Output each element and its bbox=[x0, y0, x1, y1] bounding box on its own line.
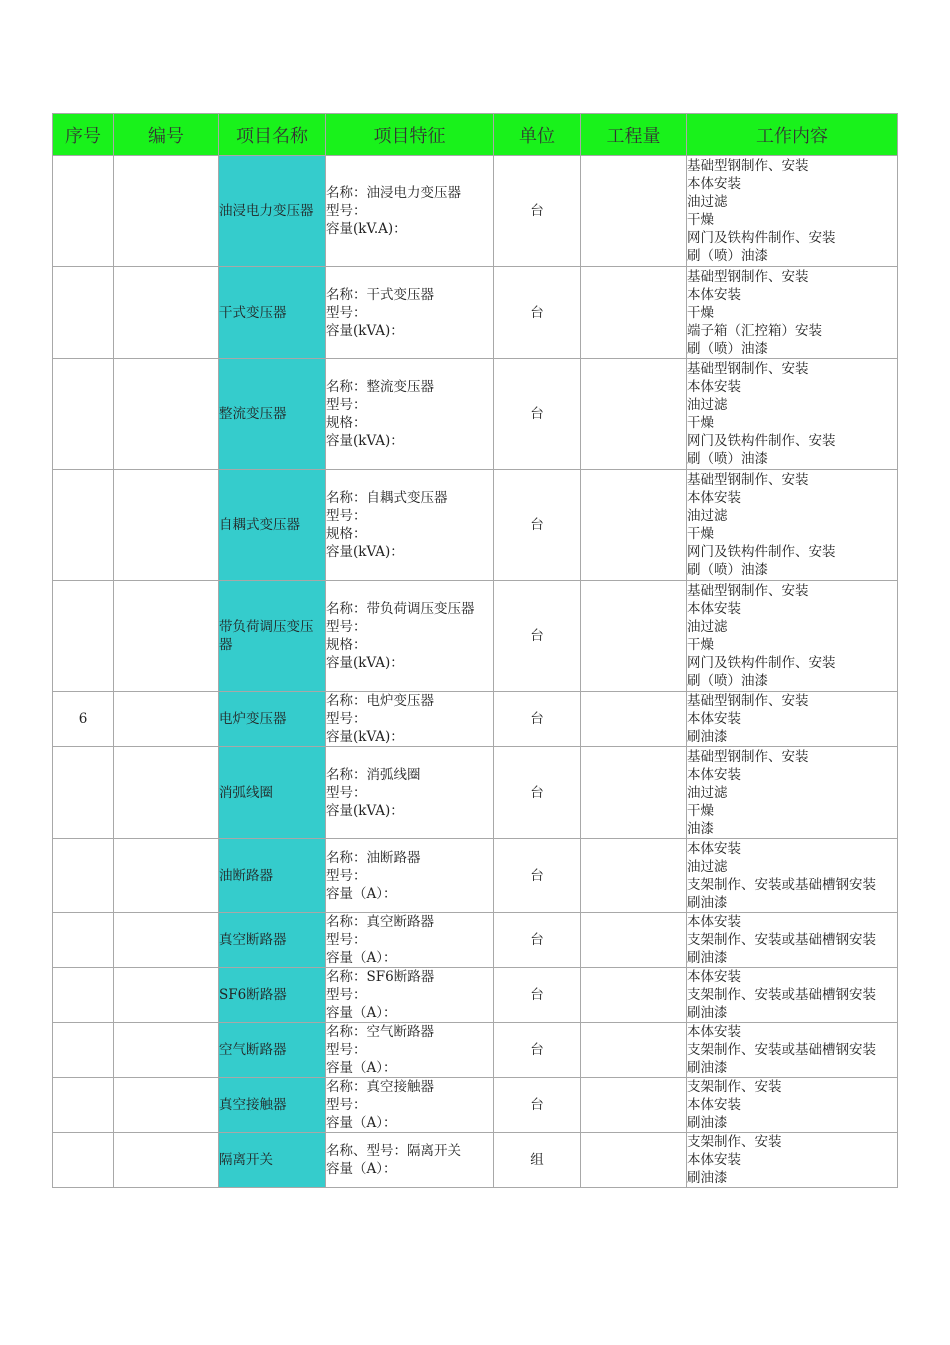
unit-cell: 台 bbox=[494, 470, 581, 581]
serial-no-cell bbox=[53, 1078, 114, 1133]
quantity-cell bbox=[581, 839, 687, 913]
item-name-cell: 带负荷调压变压器 bbox=[219, 581, 326, 692]
table-row bbox=[53, 1023, 898, 1078]
header-serial-no: 序号 bbox=[53, 114, 114, 156]
unit-cell: 台 bbox=[494, 1023, 581, 1078]
item-name-cell: 自耦式变压器 bbox=[219, 470, 326, 581]
item-features-cell: 名称：空气断路器 型号： 容量（A）： bbox=[326, 1023, 494, 1078]
work-content-cell: 基础型钢制作、安装 本体安装 刷油漆 bbox=[687, 692, 898, 747]
table-row bbox=[53, 470, 898, 581]
work-content-cell: 基础型钢制作、安装 本体安装 干燥 端子箱（汇控箱）安装 刷（喷）油漆 bbox=[687, 267, 898, 359]
work-content-cell: 支架制作、安装 本体安装 刷油漆 bbox=[687, 1078, 898, 1133]
serial-no-cell bbox=[53, 156, 114, 267]
item-name-cell: 空气断路器 bbox=[219, 1023, 326, 1078]
unit-cell: 台 bbox=[494, 692, 581, 747]
code-cell bbox=[114, 1023, 219, 1078]
unit-cell: 台 bbox=[494, 913, 581, 968]
item-name-cell: 整流变压器 bbox=[219, 359, 326, 470]
work-content-cell: 支架制作、安装 本体安装 刷油漆 bbox=[687, 1133, 898, 1188]
item-name-cell: 真空接触器 bbox=[219, 1078, 326, 1133]
table-row bbox=[53, 359, 898, 470]
quantity-cell bbox=[581, 581, 687, 692]
unit-cell: 台 bbox=[494, 156, 581, 267]
item-name-cell: 消弧线圈 bbox=[219, 747, 326, 839]
work-content-cell: 基础型钢制作、安装 本体安装 油过滤 干燥 网门及铁构件制作、安装 刷（喷）油漆 bbox=[687, 156, 898, 267]
table-row bbox=[53, 968, 898, 1023]
quantity-cell bbox=[581, 470, 687, 581]
quantity-cell bbox=[581, 359, 687, 470]
table-row bbox=[53, 156, 898, 267]
serial-no-cell bbox=[53, 839, 114, 913]
table-row bbox=[53, 581, 898, 692]
quantity-cell bbox=[581, 267, 687, 359]
code-cell bbox=[114, 692, 219, 747]
quantity-cell bbox=[581, 1133, 687, 1188]
unit-cell: 台 bbox=[494, 747, 581, 839]
table-row bbox=[53, 1133, 898, 1188]
item-features-cell: 名称：油断路器 型号： 容量（A）： bbox=[326, 839, 494, 913]
serial-no-cell: 6 bbox=[53, 692, 114, 747]
item-features-cell: 名称：真空接触器 型号： 容量（A）： bbox=[326, 1078, 494, 1133]
header-unit: 单位 bbox=[494, 114, 581, 156]
item-features-cell: 名称：SF6断路器 型号： 容量（A）： bbox=[326, 968, 494, 1023]
unit-cell: 台 bbox=[494, 359, 581, 470]
serial-no-cell bbox=[53, 581, 114, 692]
item-features-cell: 名称：消弧线圈 型号： 容量(kVA)： bbox=[326, 747, 494, 839]
serial-no-cell bbox=[53, 470, 114, 581]
code-cell bbox=[114, 359, 219, 470]
unit-cell: 台 bbox=[494, 839, 581, 913]
quantity-cell bbox=[581, 156, 687, 267]
table-row bbox=[53, 839, 898, 913]
item-features-cell: 名称：整流变压器 型号： 规格： 容量(kVA)： bbox=[326, 359, 494, 470]
item-name-cell: 油浸电力变压器 bbox=[219, 156, 326, 267]
unit-cell: 台 bbox=[494, 968, 581, 1023]
table-row bbox=[53, 267, 898, 359]
header-code: 编号 bbox=[114, 114, 219, 156]
quantity-cell bbox=[581, 968, 687, 1023]
work-content-cell: 本体安装 支架制作、安装或基础槽钢安装 刷油漆 bbox=[687, 913, 898, 968]
unit-cell: 台 bbox=[494, 581, 581, 692]
serial-no-cell bbox=[53, 1133, 114, 1188]
code-cell bbox=[114, 267, 219, 359]
serial-no-cell bbox=[53, 267, 114, 359]
table-row bbox=[53, 1078, 898, 1133]
work-content-cell: 本体安装 支架制作、安装或基础槽钢安装 刷油漆 bbox=[687, 1023, 898, 1078]
serial-no-cell bbox=[53, 1023, 114, 1078]
item-name-cell: SF6断路器 bbox=[219, 968, 326, 1023]
table-row bbox=[53, 692, 898, 747]
item-features-cell: 名称：干式变压器 型号： 容量(kVA)： bbox=[326, 267, 494, 359]
serial-no-cell bbox=[53, 913, 114, 968]
quantity-cell bbox=[581, 747, 687, 839]
code-cell bbox=[114, 156, 219, 267]
item-features-cell: 名称：油浸电力变压器 型号： 容量(kV.A)： bbox=[326, 156, 494, 267]
item-name-cell: 干式变压器 bbox=[219, 267, 326, 359]
quantity-cell bbox=[581, 1078, 687, 1133]
code-cell bbox=[114, 1133, 219, 1188]
header-work-content: 工作内容 bbox=[687, 114, 898, 156]
item-features-cell: 名称：带负荷调压变压器 型号： 规格： 容量(kVA)： bbox=[326, 581, 494, 692]
table-row bbox=[53, 913, 898, 968]
quantity-cell bbox=[581, 1023, 687, 1078]
code-cell bbox=[114, 913, 219, 968]
header-item-features: 项目特征 bbox=[326, 114, 494, 156]
code-cell bbox=[114, 747, 219, 839]
quantity-cell bbox=[581, 913, 687, 968]
code-cell bbox=[114, 839, 219, 913]
header-item-name: 项目名称 bbox=[219, 114, 326, 156]
work-content-cell: 本体安装 支架制作、安装或基础槽钢安装 刷油漆 bbox=[687, 968, 898, 1023]
code-cell bbox=[114, 968, 219, 1023]
unit-cell: 台 bbox=[494, 267, 581, 359]
work-content-cell: 基础型钢制作、安装 本体安装 油过滤 干燥 油漆 bbox=[687, 747, 898, 839]
unit-cell: 组 bbox=[494, 1133, 581, 1188]
item-name-cell: 真空断路器 bbox=[219, 913, 326, 968]
item-features-cell: 名称：电炉变压器 型号： 容量(kVA)： bbox=[326, 692, 494, 747]
item-features-cell: 名称、型号：隔离开关 容量（A）： bbox=[326, 1133, 494, 1188]
code-cell bbox=[114, 470, 219, 581]
work-content-cell: 基础型钢制作、安装 本体安装 油过滤 干燥 网门及铁构件制作、安装 刷（喷）油漆 bbox=[687, 470, 898, 581]
header-quantity: 工程量 bbox=[581, 114, 687, 156]
serial-no-cell bbox=[53, 747, 114, 839]
work-content-cell: 基础型钢制作、安装 本体安装 油过滤 干燥 网门及铁构件制作、安装 刷（喷）油漆 bbox=[687, 581, 898, 692]
item-features-cell: 名称：真空断路器 型号： 容量（A）： bbox=[326, 913, 494, 968]
item-features-cell: 名称：自耦式变压器 型号： 规格： 容量(kVA)： bbox=[326, 470, 494, 581]
header-row bbox=[53, 114, 898, 156]
code-cell bbox=[114, 581, 219, 692]
serial-no-cell bbox=[53, 968, 114, 1023]
bill-of-quantities-table bbox=[52, 113, 898, 1188]
work-content-cell: 基础型钢制作、安装 本体安装 油过滤 干燥 网门及铁构件制作、安装 刷（喷）油漆 bbox=[687, 359, 898, 470]
unit-cell: 台 bbox=[494, 1078, 581, 1133]
item-name-cell: 隔离开关 bbox=[219, 1133, 326, 1188]
code-cell bbox=[114, 1078, 219, 1133]
item-name-cell: 油断路器 bbox=[219, 839, 326, 913]
item-name-cell: 电炉变压器 bbox=[219, 692, 326, 747]
table-row bbox=[53, 747, 898, 839]
work-content-cell: 本体安装 油过滤 支架制作、安装或基础槽钢安装 刷油漆 bbox=[687, 839, 898, 913]
serial-no-cell bbox=[53, 359, 114, 470]
quantity-cell bbox=[581, 692, 687, 747]
